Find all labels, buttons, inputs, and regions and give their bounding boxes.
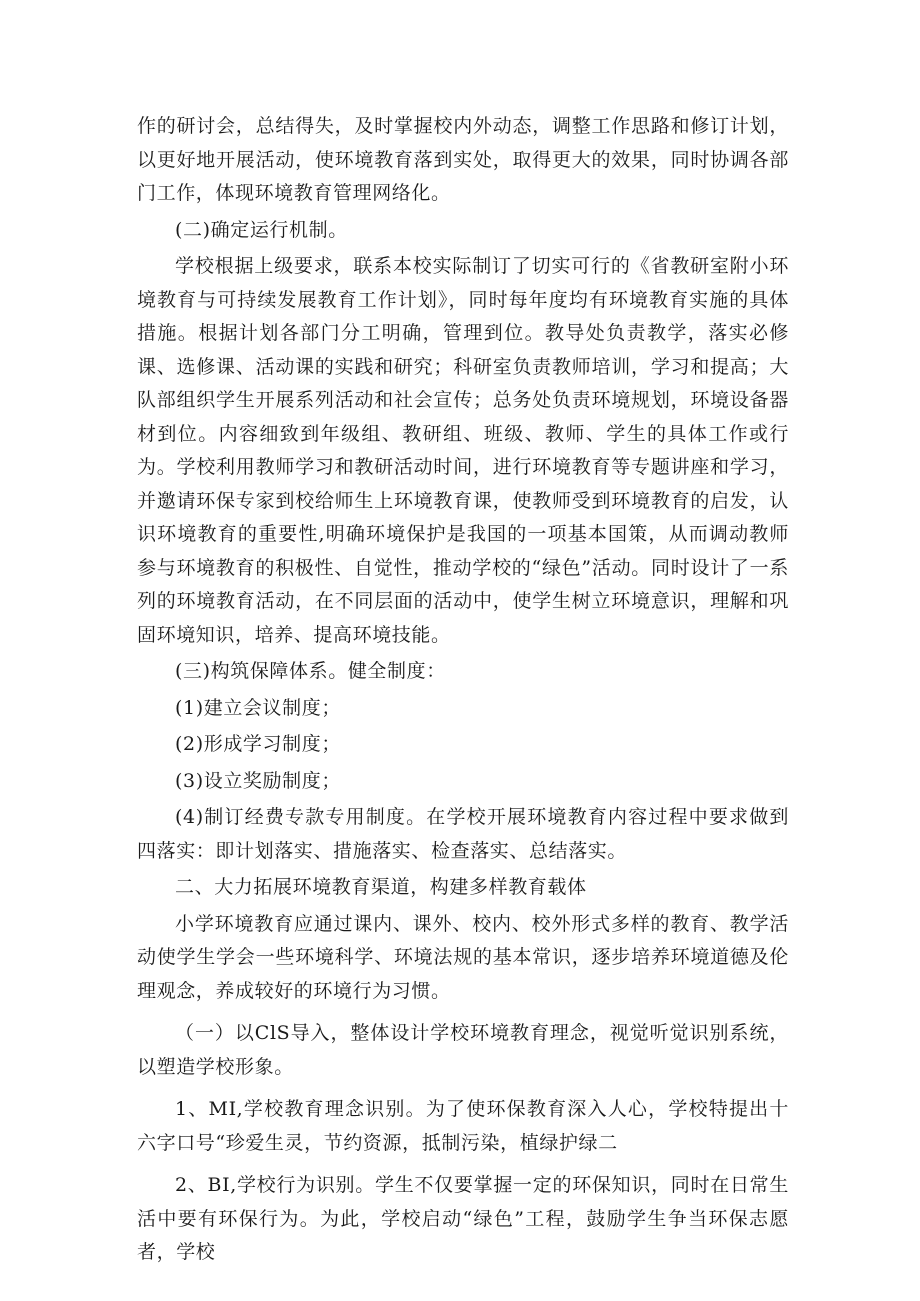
paragraph-bi: 2、BI,学校行为识别。学生不仅要掌握一定的环保知识，同时在日常生活中要有环保行为。为此，学校启动“绿色”工程，鼓励学生争当环保志愿者，学校 — [137, 1174, 789, 1263]
subsection-heading-cis: （一）以ClS导入，整体设计学校环境教育理念，视觉听觉识别系统，以塑造学校形象。 — [137, 1022, 789, 1078]
paragraph-continued: 作的研讨会，总结得失，及时掌握校内外动态，调整工作思路和修订计划，以更好地开展活动，使环境教育落到实处，取得更大的效果，同时协调各部门工作，体现环境教育管理网络化。 — [137, 115, 789, 204]
paragraph-mi: 1、MI,学校教育理念识别。为了使环保教育深入人心，学校特提出十六字口号“珍爱生灵，节约资源，抵制污染，植绿护绿二 — [137, 1098, 789, 1154]
section-heading-2: (二)确定运行机制。 — [175, 218, 348, 241]
list-item-1: (1)建立会议制度； — [175, 696, 341, 719]
list-item-3: (3)设立奖励制度； — [175, 769, 341, 792]
list-item-2: (2)形成学习制度； — [175, 733, 341, 755]
list-item-4: (4)制订经费专款专用制度。在学校开展环境教育内容过程中要求做到四落实：即计划落实、措施落实、检查落实、总结落实。 — [137, 806, 789, 862]
paragraph-channels: 小学环境教育应通过课内、课外、校内、校外形式多样的教育、教学活动使学生学会一些环境科学、环境法规的基本常识，逐步培养环境道德及伦理观念，养成较好的环境行为习惯。 — [137, 912, 789, 1002]
paragraph-mechanism: 学校根据上级要求，联系本校实际制订了切实可行的《省教研室附小环境教育与可持续发展教育工作计划》，同时每年度均有环境教育实施的具体措施。根据计划各部门分工明确，管理到位。教导处负责教学，落实必修课、选修课、活动课的实践和研究；科研室负责教师培训，学习和提高；大队部组织学生开展系列活动和社会宣传；总务处负责环境规划，环境设备器材到位。内容细致到年级组、教研组、班级、教师、学生的具体工作或行为。学校利用教师学习和教研活动时间，进行环境教育等专题讲座和学习，并邀请环保专家到校给师生上环境教育课，使教师受到环境教育的启发，认识环境教育的重要性,明确环境保护是我国的一项基本国策，从而调动教师参与环境教育的积极性、自觉性，推动学校的“绿色”活动。同时设计了一系列的环境教育活动，在不同层面的活动中，使学生树立环境意识，理解和巩固环境知识，培养、提高环境技能。 — [137, 255, 789, 646]
chapter-heading-2: 二、大力拓展环境教育渠道，构建多样教育载体 — [175, 876, 587, 898]
section-heading-3: (三)构筑保障体系。健全制度： — [175, 660, 446, 682]
document-body — [137, 110, 789, 1270]
